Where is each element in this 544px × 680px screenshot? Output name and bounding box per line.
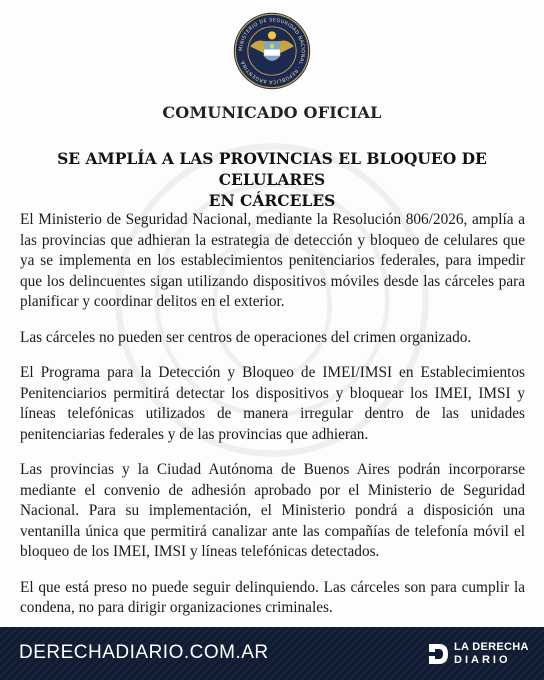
paragraph-1: El Ministerio de Seguridad Nacional, mediante la Resolución 806/2026, amplía a las provincias que adhieran la estrategia de detección y bloqueo de celulares que ya se implementa en los establecimientos penitenciarios federales, para impedir que los delincuentes sigan utilizando dispositivos móviles desde las cárceles para planificar y coordinar delitos en el exterior. bbox=[20, 211, 525, 310]
paragraph-2: Las cárceles no pueden ser centros de operaciones del crimen organizado. bbox=[20, 328, 472, 346]
paragraph-4: Las provincias y la Ciudad Autónoma de Buenos Aires podrán incorporarse mediante el convenio de adhesión aprobado por el Ministerio de Seguridad Nacional. Para su implementación, el Ministerio pondrá a disposición una ventanilla única que permitirá canalizar ante las compañías de telefonía móvil el bloqueo de los IMEI, IMSI y líneas telefónicas detectados. bbox=[20, 461, 525, 560]
document-body bbox=[20, 210, 525, 634]
brand-d-icon bbox=[426, 642, 450, 666]
svg-text:MINISTERIO DE SEGURIDAD NACION: MINISTERIO DE SEGURIDAD NACIONAL · REPÚBLICA ARGENTINA bbox=[239, 18, 305, 84]
footer-site-url[interactable]: DERECHADIARIO.COM.AR bbox=[19, 642, 269, 663]
brand-name-line-1: LA DERECHA bbox=[454, 641, 529, 653]
document-title: COMUNICADO OFICIAL bbox=[162, 103, 382, 122]
headline-line-2: EN CÁRCELES bbox=[208, 191, 336, 210]
paragraph-5: El que está preso no puede seguir delinquiendo. Las cárceles son para cumplir la condena, no para dirigir organizaciones criminales. bbox=[20, 578, 525, 616]
ministry-seal-icon bbox=[233, 12, 311, 90]
paragraph-3: El Programa para la Detección y Bloqueo de IMEI/IMSI en Establecimientos Penitenciarios permitirá detectar los dispositivos y bloquear los IMEI, IMSI y líneas telefónicas utilizados de manera irregular dentro de las unidades penitenciarias federales y de las provincias que adhieran. bbox=[20, 364, 525, 443]
document-headline bbox=[20, 148, 524, 211]
brand-name-line-2: DIARIO bbox=[454, 654, 511, 666]
headline-line-1: SE AMPLÍA A LAS PROVINCIAS EL BLOQUEO DE CELULARES bbox=[57, 149, 487, 189]
footer-brand-logo[interactable] bbox=[426, 639, 536, 669]
footer-bar bbox=[0, 627, 544, 680]
